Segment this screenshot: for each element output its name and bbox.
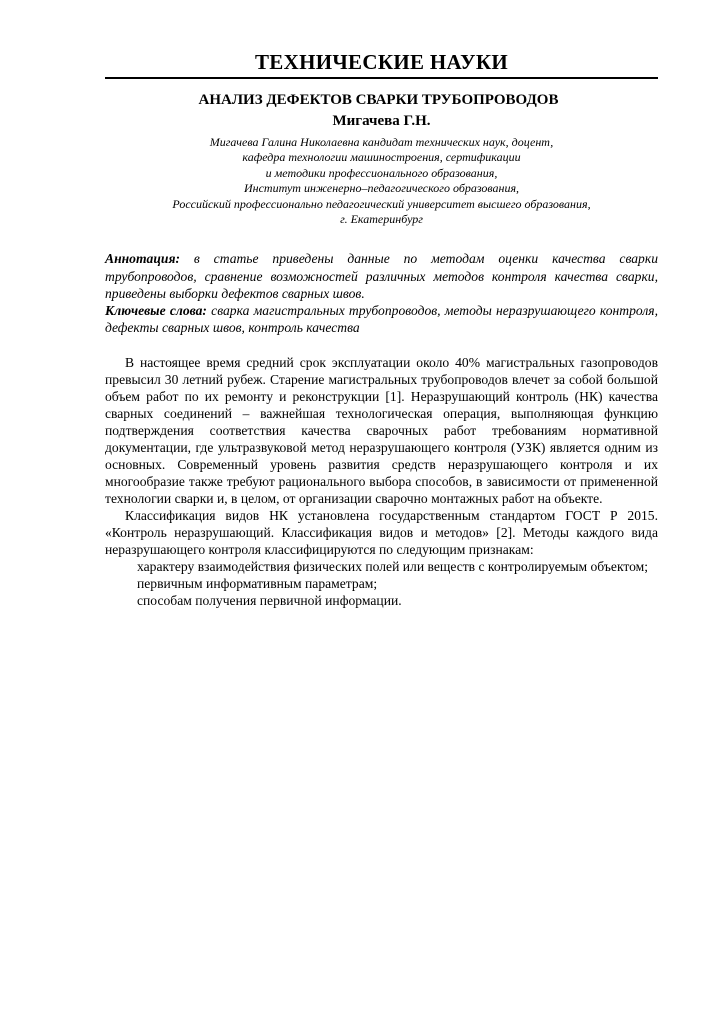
affiliation-line: кафедра технологии машиностроения, сертификации <box>242 150 521 165</box>
affiliation-line: Российский профессионально педагогический университет высшего образования, <box>172 196 591 211</box>
list-item: характеру взаимодействия физических полей или веществ с контролируемым объектом; <box>137 559 649 575</box>
abstract <box>105 250 658 302</box>
header-rule <box>105 77 658 79</box>
article-title: АНАЛИЗ ДЕФЕКТОВ СВАРКИ ТРУБОПРОВОДОВ <box>198 92 559 108</box>
body-paragraph: Классификация видов НК установлена государственным стандартом ГОСТ Р 2015. «Контроль неразрушающий. Классификация видов и методов» [2]. Методы каждого вида неразрушающего контроля классифицируются по следующим признакам: <box>105 508 658 558</box>
author-affiliation <box>105 135 658 227</box>
abstract-label: Аннотация: <box>105 251 180 267</box>
affiliation-line: Институт инженерно–педагогического образования, <box>243 181 520 196</box>
keywords-label: Ключевые слова: <box>105 303 207 319</box>
abstract-block <box>105 250 658 336</box>
list-item: способам получения первичной информации. <box>137 593 402 609</box>
article-body <box>105 354 658 609</box>
affiliation-line: Мигачева Галина Николаевна кандидат технических наук, доцент, <box>209 135 554 149</box>
affiliation-line: г. Екатеринбург <box>340 212 423 227</box>
section-header: ТЕХНИЧЕСКИЕ НАУКИ <box>255 50 508 74</box>
body-paragraph: В настоящее время средний срок эксплуатации около 40% магистральных газопроводов превысил 30 летний рубеж. Старение магистральных трубопроводов влечет за собой большой объем работ по их ремонту и реконструкции [1]. Неразрушающий контроль (НК) качества сварных соединений – важнейшая технологическая операция, выполняющая функцию подтверждения соответствия качества сварочных работ требованиям нормативной документации, где ультразвуковой метод неразрушающего контроля (УЗК) является одним из основных. Современный уровень развития средств неразрушающего контроля и их многообразие также требуют рационального выбора способов, в зависимости от примененной технологии сварки и, в целом, от организации сварочно монтажных работ на объекте. <box>105 355 658 507</box>
keywords <box>105 302 658 336</box>
keywords-text: сварка магистральных трубопроводов, методы неразрушающего контроля, дефекты сварных швов, контроль качества <box>105 303 658 336</box>
article-page <box>105 48 658 609</box>
author-name: Мигачева Г.Н. <box>332 113 431 129</box>
abstract-text: в статье приведены данные по методам оценки качества сварки трубопроводов, сравнение возможностей различных методов контроля качества сварки, приведены выборки дефектов сварных швов. <box>105 251 658 301</box>
list-item: первичным информативным параметрам; <box>137 576 378 592</box>
affiliation-line: и методики профессионального образования, <box>265 165 498 180</box>
